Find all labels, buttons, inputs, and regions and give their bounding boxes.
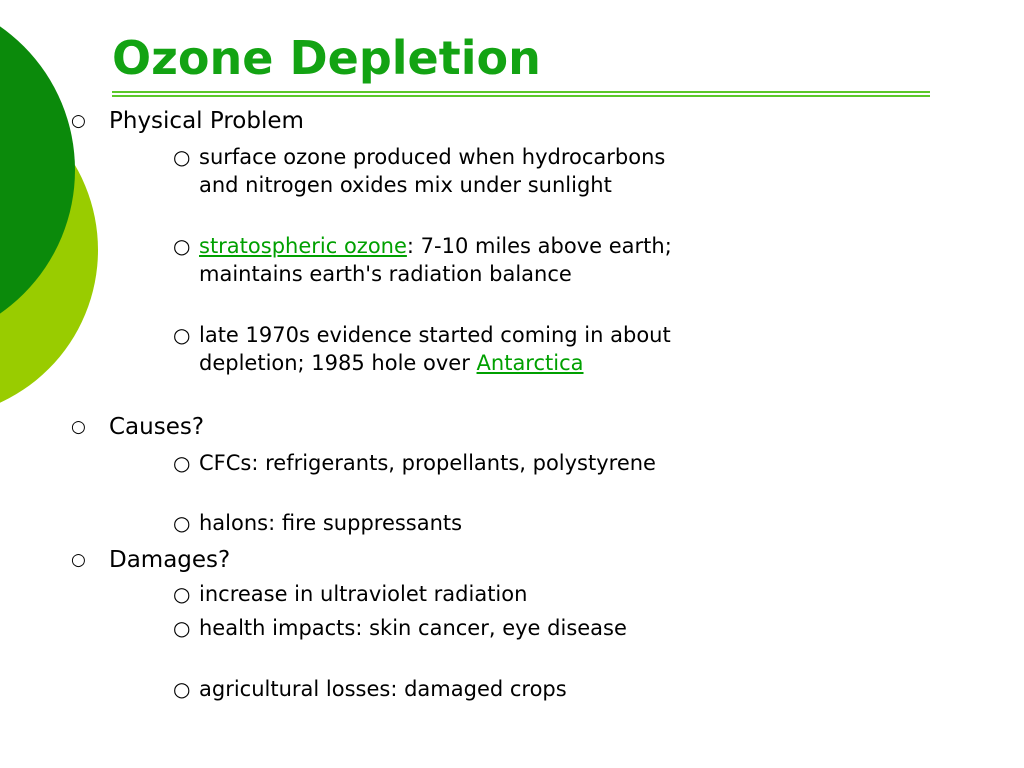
hollow-circle-bullet-icon: ○ <box>173 616 191 640</box>
section-heading: Physical Problem <box>109 108 304 134</box>
hollow-circle-bullet-icon: ○ <box>173 582 191 606</box>
item-text: agricultural losses: damaged crops <box>199 677 567 701</box>
decorative-circles <box>0 0 110 420</box>
item-text: increase in ultraviolet radiation <box>199 582 528 606</box>
slide-title: Ozone Depletion <box>112 31 541 85</box>
item-text: halons: fire suppressants <box>199 511 463 535</box>
hollow-circle-bullet-icon: ○ <box>173 451 191 475</box>
item-text <box>199 322 679 377</box>
antarctica-link[interactable]: Antarctica <box>476 350 584 375</box>
item-text: CFCs: refrigerants, propellants, polystyrene <box>199 451 656 475</box>
title-underline <box>112 91 930 97</box>
item-text-start: late 1970s evidence started coming in about depletion; 1985 hole over <box>199 323 671 375</box>
hollow-circle-bullet-icon: ○ <box>71 111 86 131</box>
hollow-circle-bullet-icon: ○ <box>173 511 191 535</box>
hollow-circle-bullet-icon: ○ <box>71 550 86 570</box>
item-text-rest: : 7-10 miles above earth; maintains earth's radiation balance <box>199 234 672 286</box>
hollow-circle-bullet-icon: ○ <box>173 234 191 258</box>
hollow-circle-bullet-icon: ○ <box>173 323 191 347</box>
stratospheric-ozone-link[interactable]: stratospheric ozone <box>199 234 407 258</box>
hollow-circle-bullet-icon: ○ <box>71 417 86 437</box>
section-heading: Causes? <box>109 414 205 440</box>
item-text: health impacts: skin cancer, eye disease <box>199 616 627 640</box>
item-text <box>199 233 679 288</box>
section-heading: Damages? <box>109 547 231 573</box>
hollow-circle-bullet-icon: ○ <box>173 145 191 169</box>
hollow-circle-bullet-icon: ○ <box>173 677 191 701</box>
item-text: surface ozone produced when hydrocarbons and nitrogen oxides mix under sunlight <box>199 145 666 197</box>
